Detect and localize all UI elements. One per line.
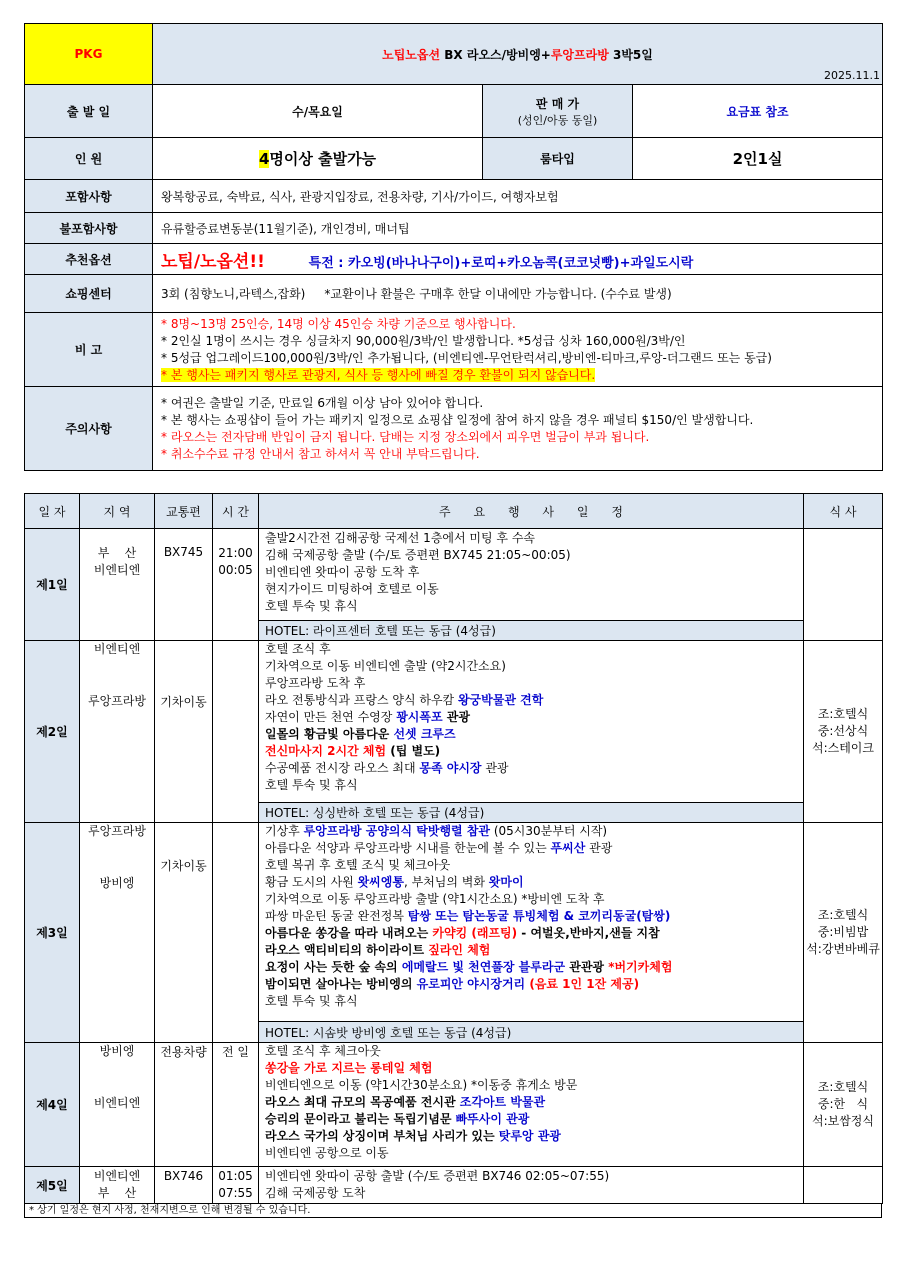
meal-line: 석:강변바베큐 [806,942,880,956]
caution-label: 주의사항 [25,387,153,471]
region-line: 비엔티엔 [93,1096,141,1110]
itinerary-line: 수공예품 전시장 라오스 최대 몽족 야시장 관광 [265,761,509,775]
day-1-meal [804,529,883,641]
included-label: 포함사항 [25,180,153,213]
caution-line: * 라오스는 전자담배 반입이 금지 됩니다. 담배는 지정 장소외에서 피우면 벌금이 부과 됩니다. [161,429,650,444]
col-region: 지 역 [80,494,155,529]
itinerary-line: 출발2시간전 김해공항 국제선 1층에서 미팅 후 수속 [265,531,535,545]
col-itinerary: 주 요 행 사 일 정 [259,494,804,529]
itinerary-line: 라오 전통방식과 프랑스 양식 하우캄 왕궁박물관 견학 [265,693,544,707]
room-value: 2인1실 [633,138,883,180]
remark-line: * 본 행사는 패키지 행사로 관광지, 식사 등 행사에 빠질 경우 환불이 되지 않습니다. [161,367,596,382]
included-value: 왕복항공료, 숙박료, 식사, 관광지입장료, 전용차량, 기사/가이드, 여행자보험 [153,180,883,213]
itinerary-line: 라오스 액티비티의 하이라이트 짚라인 체험 [265,943,491,957]
itinerary-line: 김해 국제공항 도착 [265,1186,366,1200]
day-5-transport: BX746 [155,1167,213,1204]
day-3-label: 제3일 [25,823,80,1043]
departure-label: 출 발 일 [25,85,153,138]
itinerary-line: 호텔 복귀 후 호텔 조식 및 체크아웃 [265,858,451,872]
meal-line: 중:비빔밥 [817,925,869,939]
price-label-sub: (성인/아동 동일) [517,113,598,127]
meal-line: 조:호텔식 [817,908,869,922]
col-time: 시 간 [213,494,259,529]
day-3-transport: 기차이동 [155,823,213,1043]
time-line: 01:05 [218,1169,253,1183]
people-num: 4 [258,150,270,168]
col-transport: 교통편 [155,494,213,529]
option-label: 추천옵션 [25,244,153,275]
meal-line: 중:한 식 [817,1097,869,1111]
itinerary-line: 자연이 만든 천연 수영장 꽝시폭포 관광 [265,710,470,724]
day-1-time [213,529,259,641]
day-3-time [213,823,259,1043]
day-3-itinerary [259,823,804,1022]
itinerary-line: 라오스 최대 규모의 목공예품 전시관 조각아트 박물관 [265,1095,546,1109]
shopping-label: 쇼핑센터 [25,275,153,313]
departure-value: 수/목요일 [153,85,483,138]
option-special: 특전 : 카오빙(바나나구이)+로띠+카오놈콕(코코넛빵)+과일도시락 [308,255,694,271]
itinerary-line: 아름다운 석양과 루앙프라방 시내를 한눈에 볼 수 있는 푸씨산 관광 [265,841,613,855]
itinerary-line: 호텔 투숙 및 휴식 [265,778,358,792]
day-5-time [213,1167,259,1204]
itinerary-line: 일몰의 황금빛 아름다운 선셋 크루즈 [265,727,456,741]
region-line: 비엔티엔 [93,563,141,577]
itinerary-line: 비엔티엔으로 이동 (약1시간30분소요) *이동중 휴게소 방문 [265,1078,578,1092]
option-value [153,244,883,275]
price-label-text: 판 매 가 [535,96,580,111]
meal-line: 석:스테이크 [811,741,874,755]
time-line: 07:55 [218,1186,253,1200]
meal-line: 조:호텔식 [817,707,869,721]
day-2-transport: 기차이동 [155,641,213,823]
time-line: 21:00 [218,546,253,560]
itinerary-line: 승리의 문이라고 불리는 독립기념문 빠뚜사이 관광 [265,1112,530,1126]
itinerary-line: 루앙프라방 도착 후 [265,676,366,690]
day-2-hotel: HOTEL: 싱싱반하 호텔 또는 동급 (4성급) [259,803,804,823]
caution-line: * 본 행사는 쇼핑샵이 들어 가는 패키지 일정으로 쇼핑샵 일정에 참여 하지 않을 경우 패널티 $150/인 발생합니다. [161,412,754,427]
day-1-transport: BX745 [155,529,213,641]
remarks-label: 비 고 [25,313,153,387]
day-4-meal [804,1043,883,1167]
itinerary-line: 기상후 루앙프라방 공양의식 탁밧행렬 참관 (05시30분부터 시작) [265,824,608,838]
people-value [153,138,483,180]
remark-line: * 2인실 1명이 쓰시는 경우 싱글차지 90,000원/3박/인 발생합니다. *5성급 싱차 160,000원/3박/인 [161,333,686,348]
day-2-meal [804,641,883,823]
region-line: 부 산 [97,1186,137,1200]
meal-line: 조:호텔식 [817,1080,869,1094]
day-4-label: 제4일 [25,1043,80,1167]
price-value: 요금표 참조 [633,85,883,138]
region-line: 루앙프라방 [88,824,146,838]
col-meal: 식 사 [804,494,883,529]
day-2-region [80,641,155,823]
itinerary-line: 쏭강을 가로 지르는 롱테일 체험 [265,1061,433,1075]
schedule-table [24,493,883,1204]
time-line: 00:05 [218,563,253,577]
itinerary-line: 요정이 사는 듯한 숲 속의 에메랄드 빛 천연풀장 블루라군 관관광 *버기카체험 [265,960,673,974]
region-line: 비엔티엔 [93,642,141,656]
footnote: * 상기 일정은 현지 사정, 천재지변으로 인해 변경될 수 있습니다. [24,1203,882,1218]
day-2-label: 제2일 [25,641,80,823]
itinerary-line: 호텔 투숙 및 휴식 [265,994,358,1008]
caution-cell [153,387,883,471]
day-5-region [80,1167,155,1204]
caution-line: * 취소수수료 규정 안내서 참고 하셔서 꼭 안내 부탁드립니다. [161,446,480,461]
day-5-meal [804,1167,883,1204]
shopping-value: 3회 (침향노니,라텍스,잡화) *교환이나 환불은 구매후 한달 이내에만 가능합니다. (수수료 발생) [153,275,883,313]
itinerary-line: 파쌍 마운틴 동굴 완전정복 탐쌍 또는 탐논동굴 튜빙체험 & 코끼리동굴(탐쌍) [265,909,671,923]
day-3-hotel: HOTEL: 시솜밧 방비엥 호텔 또는 동급 (4성급) [259,1022,804,1043]
itinerary-line: 호텔 조식 후 [265,642,331,656]
region-line: 비엔티엔 [93,1169,141,1183]
day-4-region [80,1043,155,1167]
day-4-itinerary [259,1043,804,1167]
page-title [153,24,883,85]
title-no-tip: 노팁노옵션 [382,47,441,62]
excluded-label: 불포함사항 [25,213,153,244]
itinerary-line: 호텔 투숙 및 휴식 [265,599,358,613]
people-label: 인 원 [25,138,153,180]
excluded-value: 유류할증료변동분(11월기준), 개인경비, 매너팁 [153,213,883,244]
day-5-label: 제5일 [25,1167,80,1204]
region-line: 부 산 [97,546,137,560]
day-1-region [80,529,155,641]
info-table [24,23,883,471]
itinerary-line: 호텔 조식 후 체크아웃 [265,1044,381,1058]
itinerary-line: 전신마사지 2시간 체험 (팁 별도) [265,744,441,758]
remark-line: * 8명~13명 25인승, 14명 이상 45인승 차량 기준으로 행사합니다. [161,316,516,331]
day-2-itinerary [259,641,804,803]
title-route: BX 라오스/방비엥+ [440,47,551,62]
col-day: 일 자 [25,494,80,529]
itinerary-line: 비엔티엔 왓따이 공항 도착 후 [265,565,420,579]
day-4-time: 전 일 [213,1043,259,1167]
meal-line: 중:선상식 [817,724,869,738]
remark-line: * 5성급 업그레이드100,000원/3박/인 추가됩니다, (비엔티엔-무언탄럭셔리,방비엔-티마크,루앙-더그랜드 또는 동급) [161,350,772,365]
option-no-tip: 노팁/노옵션!! [161,251,265,272]
caution-line: * 여권은 출발일 기준, 만료일 6개월 이상 남아 있어야 합니다. [161,395,484,410]
day-1-itinerary [259,529,804,621]
itinerary-line: 황금 도시의 사원 왓씨엥통, 부처님의 벽화 왓마이 [265,875,524,889]
itinerary-line: 밤이되면 살아나는 방비엥의 유로피안 야시장거리 (음료 1인 1잔 제공) [265,977,640,991]
day-3-meal [804,823,883,1043]
itinerary-line: 현지가이드 미팅하여 호텔로 이동 [265,582,439,596]
title-duration: 3박5일 [608,47,653,62]
itinerary-line: 아름다운 쏭강을 따라 내려오는 카약킹 (래프팅) - 여벌옷,반바지,샌들 지참 [265,926,660,940]
people-text: 명이상 출발가능 [269,150,377,168]
title-luang: 루앙프라방 [550,47,609,62]
issue-date: 2025.11.1 [824,69,881,82]
day-1-label: 제1일 [25,529,80,641]
pkg-badge: PKG [25,24,153,85]
day-2-time [213,641,259,823]
region-line: 루앙프라방 [88,694,146,708]
itinerary-line: 라오스 국가의 상징이며 부처님 사리가 있는 탓루앙 관광 [265,1129,561,1143]
itinerary-line: 김해 국제공항 출발 (수/토 증편편 BX745 21:05~00:05) [265,548,571,562]
day-3-region [80,823,155,1043]
price-label [483,85,633,138]
itinerary-line: 비엔티엔 공항으로 이동 [265,1146,389,1160]
itinerary-line: 비엔티엔 왓따이 공항 출발 (수/토 증편편 BX746 02:05~07:55) [265,1169,610,1183]
remarks-cell [153,313,883,387]
itinerary-line: 기차역으로 이동 비엔티엔 출발 (약2시간소요) [265,659,506,673]
room-label: 룸타입 [483,138,633,180]
day-4-transport: 전용차량 [155,1043,213,1167]
itinerary-line: 기차역으로 이동 루앙프라방 출발 (약1시간소요) *방비엔 도착 후 [265,892,605,906]
meal-line: 석:보쌈정식 [811,1114,874,1128]
region-line: 방비엥 [99,1044,135,1058]
day-5-itinerary [259,1167,804,1204]
region-line: 방비엥 [99,876,135,890]
day-1-hotel: HOTEL: 라이프센터 호텔 또는 동급 (4성급) [259,621,804,641]
